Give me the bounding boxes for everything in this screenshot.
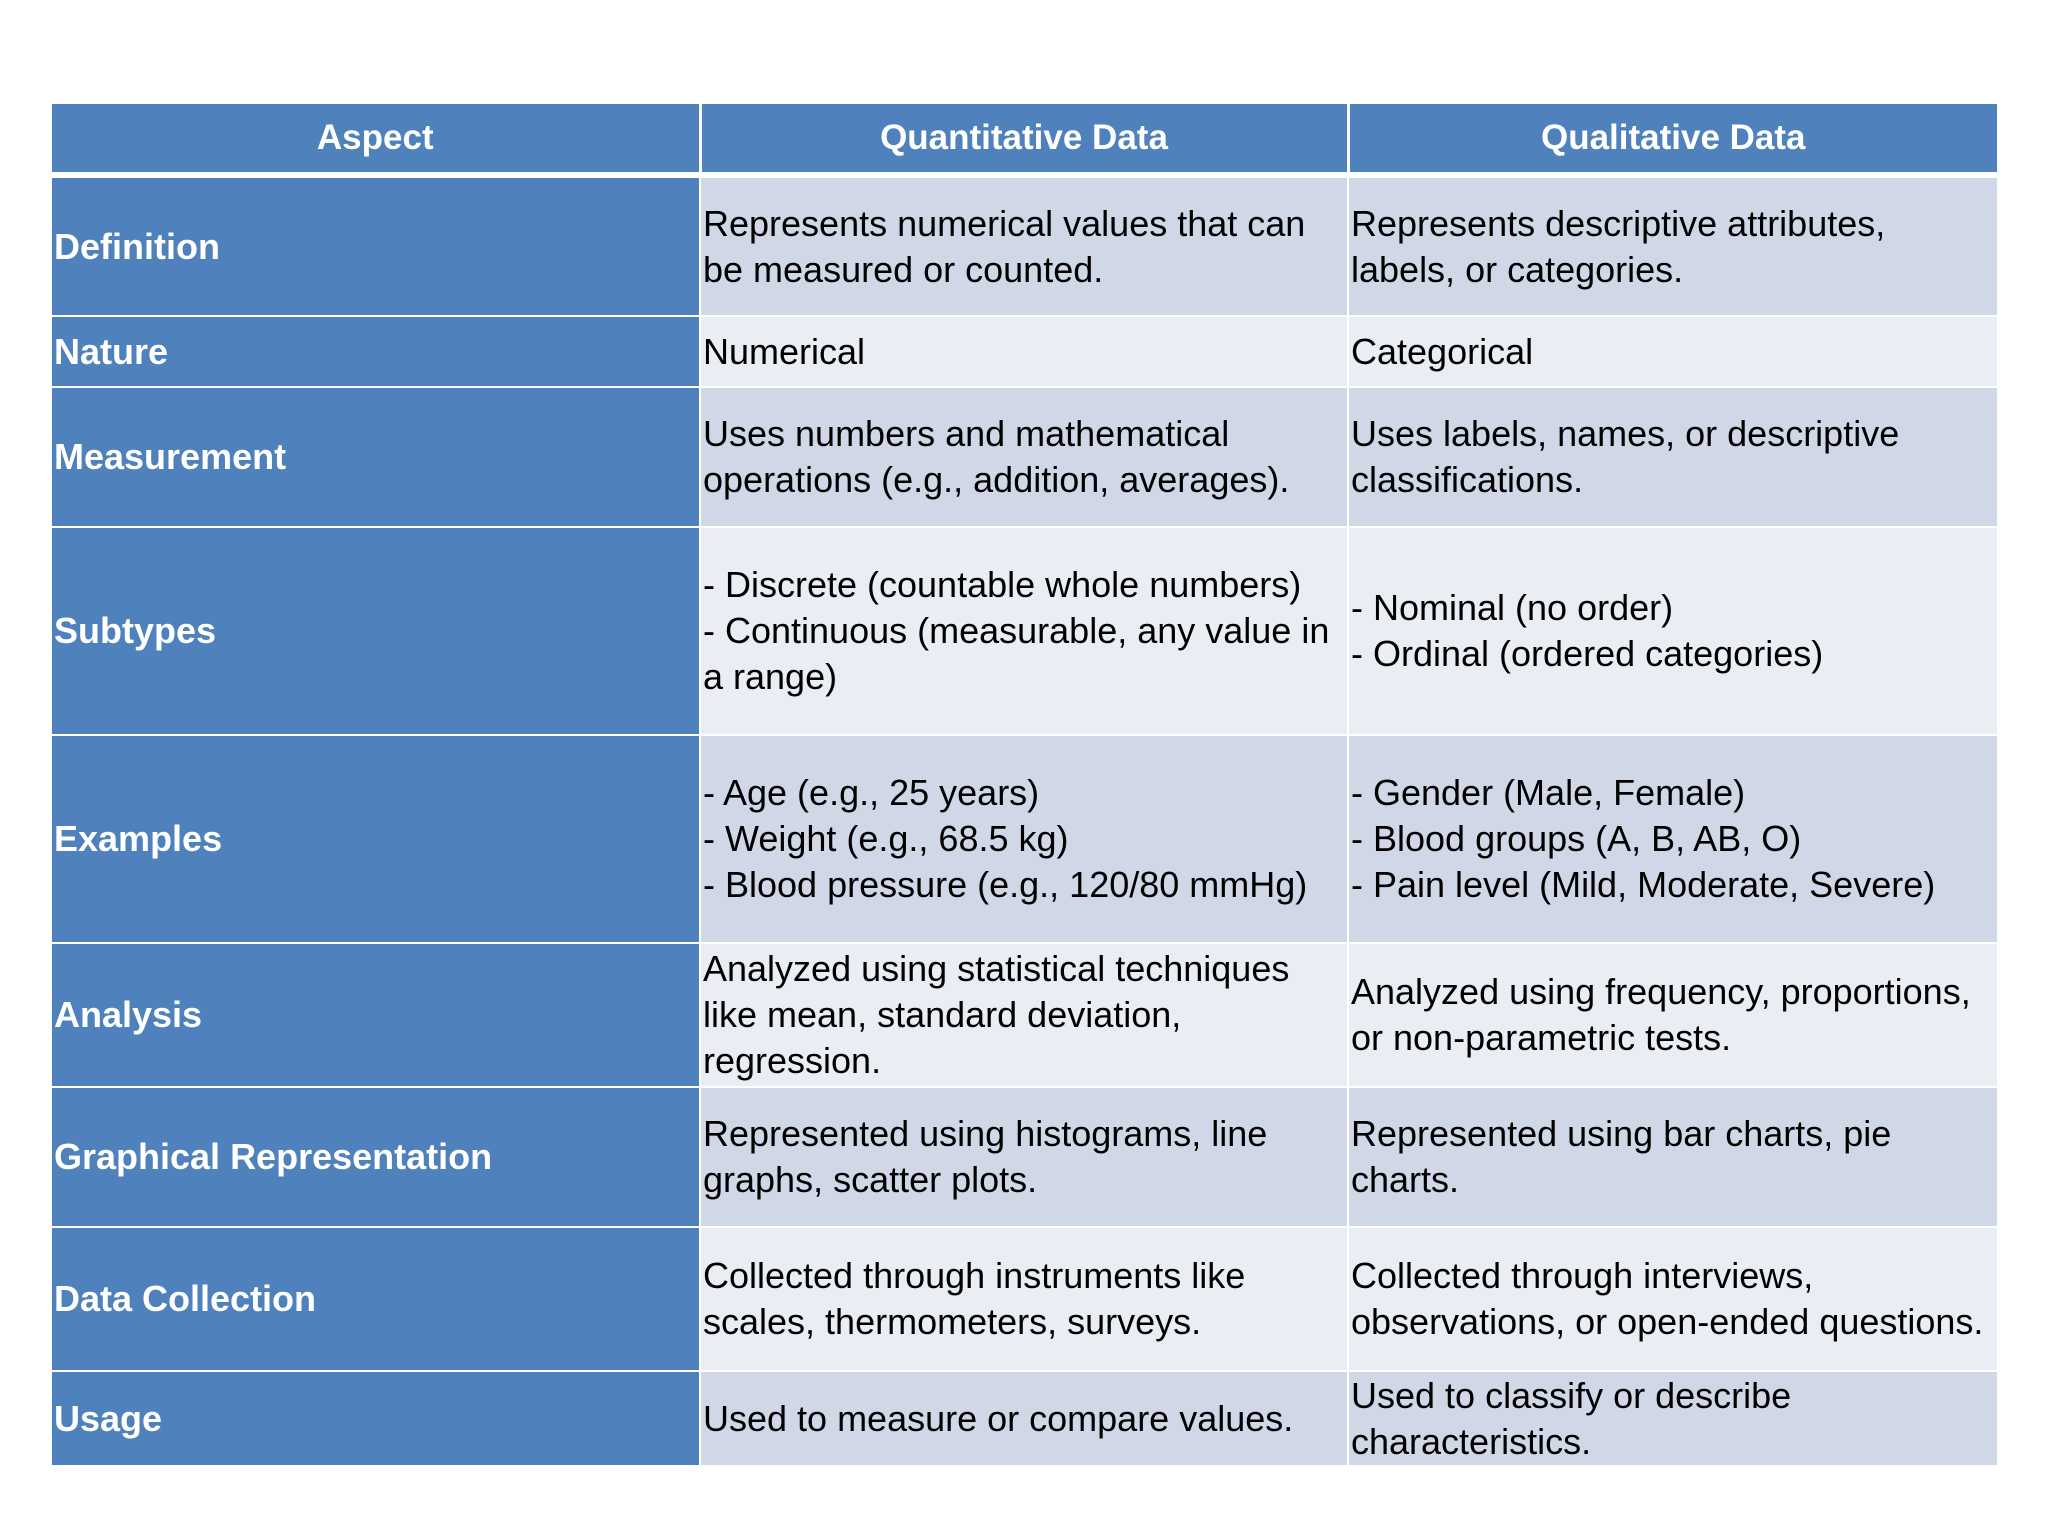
row-aspect-cell: Examples (52, 735, 700, 943)
row-aspect-cell: Nature (52, 316, 700, 387)
qualitative-cell: Used to classify or describe characteristics. (1348, 1371, 1997, 1466)
quantitative-cell: - Discrete (countable whole numbers) - Continuous (measurable, any value in a range) (700, 527, 1348, 735)
qualitative-cell: Analyzed using frequency, proportions, or non-parametric tests. (1348, 943, 1997, 1087)
table-row (52, 316, 1997, 387)
header-qualitative: Qualitative Data (1348, 104, 1997, 175)
header-aspect: Aspect (52, 104, 700, 175)
table-row (52, 527, 1997, 735)
qualitative-cell: - Gender (Male, Female) - Blood groups (A, B, AB, O) - Pain level (Mild, Moderate, Severe) (1348, 735, 1997, 943)
quantitative-cell: Collected through instruments like scales, thermometers, surveys. (700, 1227, 1348, 1371)
comparison-table (52, 104, 1997, 1467)
row-aspect-cell: Subtypes (52, 527, 700, 735)
row-aspect-cell: Definition (52, 175, 700, 316)
table-row (52, 1371, 1997, 1466)
row-aspect-cell: Measurement (52, 387, 700, 527)
row-aspect-cell: Data Collection (52, 1227, 700, 1371)
table-row (52, 735, 1997, 943)
table-row (52, 387, 1997, 527)
qualitative-cell: Represented using bar charts, pie charts. (1348, 1087, 1997, 1227)
row-aspect-cell: Graphical Representation (52, 1087, 700, 1227)
quantitative-cell: Used to measure or compare values. (700, 1371, 1348, 1466)
table-row (52, 1087, 1997, 1227)
qualitative-cell: Collected through interviews, observations, or open-ended questions. (1348, 1227, 1997, 1371)
quantitative-cell: Uses numbers and mathematical operations (e.g., addition, averages). (700, 387, 1348, 527)
row-aspect-cell: Analysis (52, 943, 700, 1087)
qualitative-cell: Represents descriptive attributes, labels, or categories. (1348, 175, 1997, 316)
qualitative-cell: - Nominal (no order) - Ordinal (ordered categories) (1348, 527, 1997, 735)
quantitative-cell: Analyzed using statistical techniques like mean, standard deviation, regression. (700, 943, 1348, 1087)
quantitative-cell: Represents numerical values that can be measured or counted. (700, 175, 1348, 316)
quantitative-cell: Represented using histograms, line graphs, scatter plots. (700, 1087, 1348, 1227)
qualitative-cell: Uses labels, names, or descriptive classifications. (1348, 387, 1997, 527)
quantitative-cell: Numerical (700, 316, 1348, 387)
header-row (52, 104, 1997, 175)
table-row (52, 1227, 1997, 1371)
header-quantitative: Quantitative Data (700, 104, 1348, 175)
table-row (52, 175, 1997, 316)
table-row (52, 943, 1997, 1087)
row-aspect-cell: Usage (52, 1371, 700, 1466)
quantitative-cell: - Age (e.g., 25 years) - Weight (e.g., 68.5 kg) - Blood pressure (e.g., 120/80 mmHg) (700, 735, 1348, 943)
qualitative-cell: Categorical (1348, 316, 1997, 387)
